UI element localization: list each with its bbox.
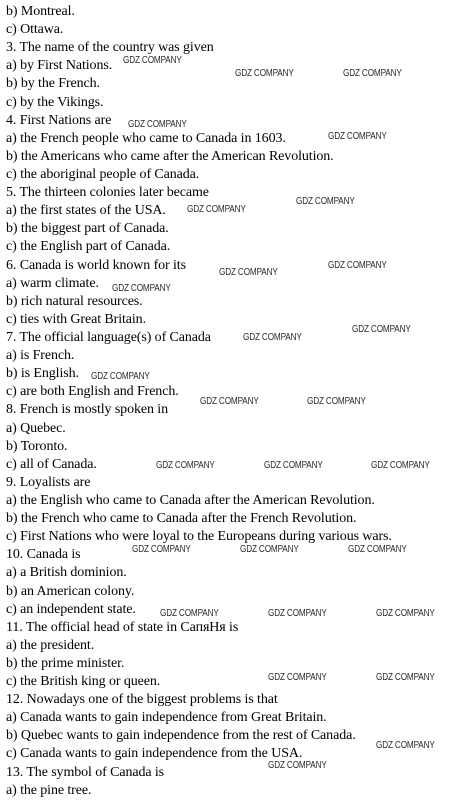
- answer-option-line: a) by First Nations.: [6, 58, 113, 74]
- answer-option-line: c) First Nations who were loyal to the Europeans during various wars.: [6, 529, 392, 545]
- question-line: 8. French is mostly spoken in: [6, 402, 168, 418]
- watermark-text: GDZ COMPANY: [123, 55, 182, 66]
- answer-option-line: b) the Americans who came after the American Revolution.: [6, 148, 334, 164]
- question-line: 10. Canada is: [6, 547, 81, 563]
- answer-option-line: b) the biggest part of Canada.: [6, 221, 169, 237]
- question-line: 13. The symbol of Canada is: [6, 764, 165, 780]
- answer-option-line: b) the French who came to Canada after the French Revolution.: [6, 511, 357, 527]
- question-line: 6. Canada is world known for its: [6, 257, 186, 273]
- watermark-text: GDZ COMPANY: [376, 672, 435, 683]
- watermark-text: GDZ COMPANY: [296, 196, 355, 207]
- answer-option-line: b) Toronto.: [6, 438, 68, 454]
- watermark-text: GDZ COMPANY: [348, 544, 407, 555]
- watermark-text: GDZ COMPANY: [235, 68, 294, 79]
- answer-option-line: b) by the French.: [6, 76, 100, 92]
- watermark-text: GDZ COMPANY: [160, 608, 219, 619]
- watermark-text: GDZ COMPANY: [187, 204, 246, 215]
- watermark-text: GDZ COMPANY: [156, 460, 215, 471]
- watermark-text: GDZ COMPANY: [268, 608, 327, 619]
- question-line: 3. The name of the country was given: [6, 40, 214, 56]
- answer-option-line: c) an independent state.: [6, 601, 136, 617]
- answer-option-line: a) is French.: [6, 348, 75, 364]
- answer-option-line: b) the prime minister.: [6, 655, 125, 671]
- question-line: 7. The official language(s) of Canada: [6, 329, 211, 345]
- answer-option-line: c) Canada wants to gain independence from the USA.: [6, 746, 303, 762]
- watermark-text: GDZ COMPANY: [128, 119, 187, 130]
- answer-option-line: a) the French people who came to Canada in 1603.: [6, 130, 286, 146]
- watermark-text: GDZ COMPANY: [132, 544, 191, 555]
- question-line: 11. The official head of state in СапяНя is: [6, 619, 239, 635]
- answer-option-line: a) Canada wants to gain independence from Great Britain.: [6, 710, 327, 726]
- answer-option-line: b) Quebec wants to gain independence from the rest of Canada.: [6, 728, 356, 744]
- watermark-text: GDZ COMPANY: [328, 131, 387, 142]
- answer-option-line: c) the aboriginal people of Canada.: [6, 166, 200, 182]
- answer-option-line: c) by the Vikings.: [6, 94, 104, 110]
- answer-option-line: c) the English part of Canada.: [6, 239, 171, 255]
- answer-option-line: c) Ottawa.: [6, 22, 64, 38]
- answer-option-line: a) the first states of the USA.: [6, 203, 166, 219]
- answer-option-line: c) all of Canada.: [6, 456, 97, 472]
- question-line: 9. Loyalists are: [6, 474, 91, 490]
- answer-option-line: b) rich natural resources.: [6, 293, 143, 309]
- watermark-text: GDZ COMPANY: [376, 740, 435, 751]
- answer-option-line: a) the English who came to Canada after the American Revolution.: [6, 492, 375, 508]
- watermark-text: GDZ COMPANY: [91, 371, 150, 382]
- answer-option-line: b) is English.: [6, 366, 79, 382]
- answer-option-line: c) are both English and French.: [6, 384, 179, 400]
- watermark-text: GDZ COMPANY: [200, 396, 259, 407]
- watermark-text: GDZ COMPANY: [376, 608, 435, 619]
- answer-option-line: a) the president.: [6, 637, 95, 653]
- question-line: 12. Nowadays one of the biggest problems is that: [6, 692, 278, 708]
- watermark-text: GDZ COMPANY: [219, 267, 278, 278]
- watermark-text: GDZ COMPANY: [268, 760, 327, 771]
- question-line: 4. First Nations are: [6, 112, 112, 128]
- watermark-text: GDZ COMPANY: [243, 332, 302, 343]
- answer-option-line: a) the pine tree.: [6, 782, 92, 798]
- answer-option-line: b) an American colony.: [6, 583, 135, 599]
- watermark-text: GDZ COMPANY: [240, 544, 299, 555]
- answer-option-line: c) the British king or queen.: [6, 674, 161, 690]
- watermark-text: GDZ COMPANY: [371, 460, 430, 471]
- watermark-text: GDZ COMPANY: [307, 396, 366, 407]
- answer-option-line: c) ties with Great Britain.: [6, 311, 146, 327]
- watermark-text: GDZ COMPANY: [268, 672, 327, 683]
- answer-option-line: a) a British dominion.: [6, 565, 127, 581]
- answer-option-line: a) warm climate.: [6, 275, 99, 291]
- answer-option-line: a) Quebec.: [6, 420, 66, 436]
- watermark-text: GDZ COMPANY: [343, 68, 402, 79]
- answer-option-line: b) Montreal.: [6, 4, 75, 19]
- watermark-text: GDZ COMPANY: [264, 460, 323, 471]
- watermark-text: GDZ COMPANY: [328, 260, 387, 271]
- watermark-text: GDZ COMPANY: [352, 324, 411, 335]
- watermark-text: GDZ COMPANY: [112, 283, 171, 294]
- question-line: 5. The thirteen colonies later became: [6, 185, 209, 201]
